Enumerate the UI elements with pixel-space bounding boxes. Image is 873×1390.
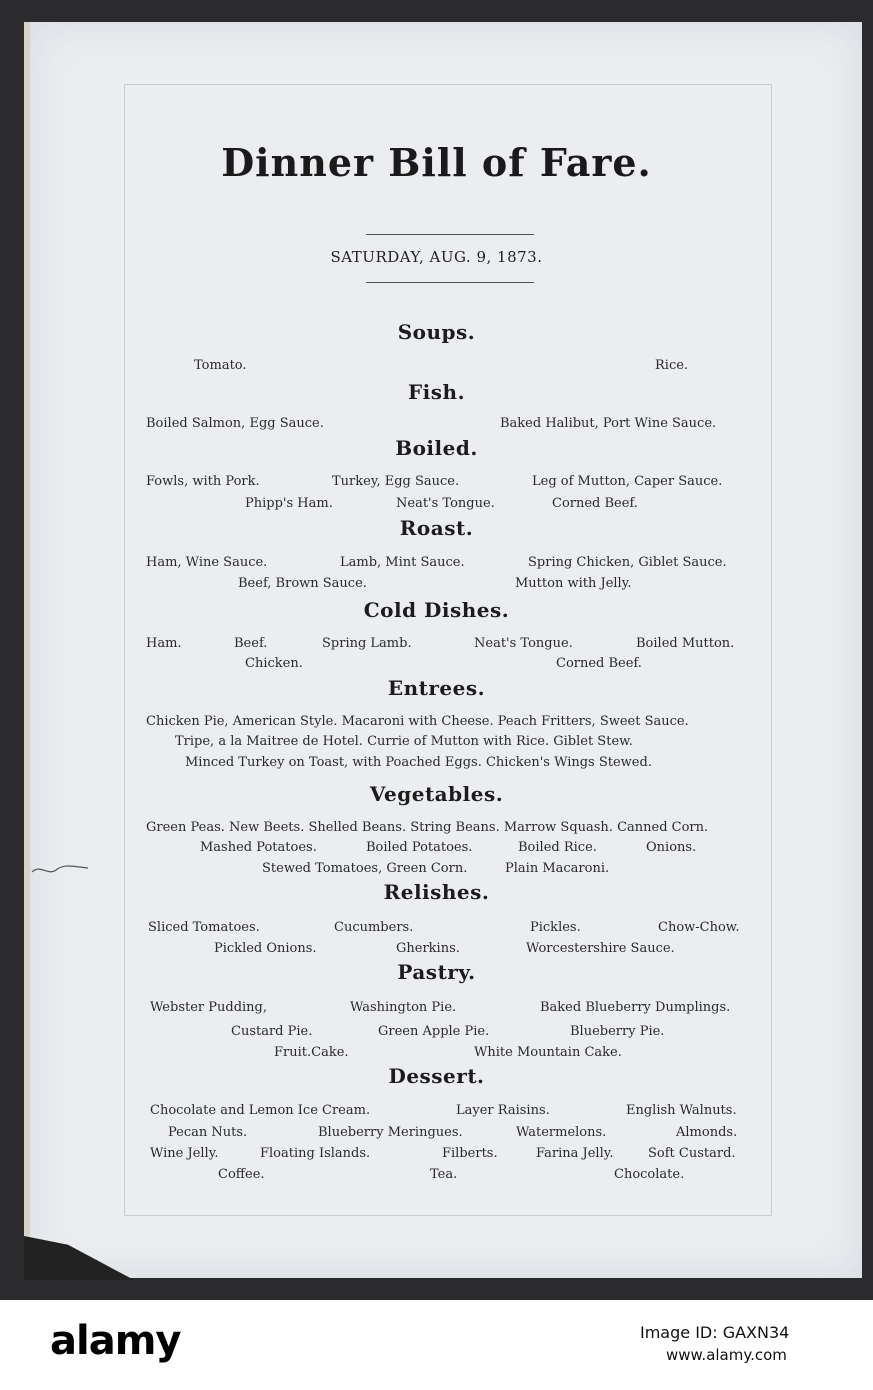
menu-item: Pecan Nuts. <box>168 1125 248 1140</box>
menu-item: Leg of Mutton, Caper Sauce. <box>532 474 723 489</box>
menu-item: Green Apple Pie. <box>378 1024 490 1039</box>
menu-item: Lamb, Mint Sauce. <box>340 555 465 570</box>
menu-item: Cucumbers. <box>334 920 414 935</box>
menu-row <box>0 555 873 573</box>
menu-item: Boiled Mutton. <box>636 636 735 651</box>
section-heading-cold-dishes: Cold Dishes. <box>363 598 510 622</box>
menu-row <box>0 1103 873 1121</box>
menu-row <box>0 734 873 752</box>
menu-item: Spring Lamb. <box>322 636 412 651</box>
menu-item: Chocolate and Lemon Ice Cream. <box>150 1103 371 1118</box>
section-heading-entrees: Entrees. <box>387 676 486 700</box>
menu-row <box>0 1045 873 1063</box>
section-heading-dessert: Dessert. <box>388 1064 485 1088</box>
menu-item: Boiled Salmon, Egg Sauce. <box>146 416 324 431</box>
menu-row <box>0 1000 873 1018</box>
menu-item: White Mountain Cake. <box>474 1045 622 1060</box>
menu-item: Turkey, Egg Sauce. <box>332 474 460 489</box>
menu-item: Webster Pudding, <box>150 1000 267 1015</box>
menu-item: Plain Macaroni. <box>505 861 610 876</box>
menu-item: Beef, Brown Sauce. <box>238 576 367 591</box>
menu-item: Blueberry Pie. <box>570 1024 665 1039</box>
menu-item: Blueberry Meringues. <box>318 1125 463 1140</box>
section-heading-roast: Roast. <box>399 516 474 540</box>
menu-item: Farina Jelly. <box>536 1146 614 1161</box>
menu-row <box>0 861 873 879</box>
menu-item: Corned Beef. <box>552 496 638 511</box>
menu-item: Custard Pie. <box>231 1024 313 1039</box>
menu-row <box>0 820 873 838</box>
menu-item: Neat's Tongue. <box>396 496 495 511</box>
section-heading-soups: Soups. <box>397 320 476 344</box>
menu-item: Corned Beef. <box>556 656 642 671</box>
menu-row <box>0 636 873 654</box>
menu-row <box>0 1024 873 1042</box>
menu-item: Watermelons. <box>516 1125 607 1140</box>
menu-item: Onions. <box>646 840 697 855</box>
menu-row <box>0 576 873 594</box>
menu-item: Coffee. <box>218 1167 265 1182</box>
menu-row <box>0 496 873 514</box>
menu-item: Fruit.Cake. <box>274 1045 349 1060</box>
menu-item: Ham. <box>146 636 182 651</box>
menu-row <box>0 1125 873 1143</box>
menu-item: Baked Blueberry Dumplings. <box>540 1000 731 1015</box>
menu-row <box>0 474 873 492</box>
menu-item: Floating Islands. <box>260 1146 371 1161</box>
menu-item: Green Peas. New Beets. Shelled Beans. String Beans. Marrow Squash. Canned Corn. <box>146 820 709 835</box>
menu-item: Tea. <box>430 1167 458 1182</box>
menu-row <box>0 714 873 732</box>
section-heading-fish: Fish. <box>407 380 466 404</box>
menu-item: Chicken Pie, American Style. Macaroni with Cheese. Peach Fritters, Sweet Sauce. <box>146 714 689 729</box>
menu-item: Chow-Chow. <box>658 920 740 935</box>
menu-item: Mutton with Jelly. <box>515 576 632 591</box>
menu-item: Washington Pie. <box>350 1000 457 1015</box>
menu-item: Worcestershire Sauce. <box>526 941 675 956</box>
menu-item: Wine Jelly. <box>150 1146 219 1161</box>
menu-row <box>0 656 873 674</box>
menu-row <box>0 1167 873 1185</box>
section-heading-boiled: Boiled. <box>395 436 478 460</box>
menu-item: Sliced Tomatoes. <box>148 920 260 935</box>
section-heading-pastry: Pastry. <box>397 960 476 984</box>
menu-date: SATURDAY, AUG. 9, 1873. <box>330 248 543 266</box>
menu-row <box>0 416 873 434</box>
site-url: www.alamy.com <box>666 1346 787 1364</box>
menu-row <box>0 920 873 938</box>
menu-item: Pickled Onions. <box>214 941 317 956</box>
menu-row <box>0 1146 873 1164</box>
menu-item: Rice. <box>655 358 689 373</box>
menu-item: Chicken. <box>245 656 303 671</box>
menu-item: Pickles. <box>530 920 581 935</box>
menu-item: Layer Raisins. <box>456 1103 550 1118</box>
section-heading-vegetables: Vegetables. <box>369 782 504 806</box>
menu-item: Filberts. <box>442 1146 498 1161</box>
menu-item: Mashed Potatoes. <box>200 840 317 855</box>
menu-row <box>0 840 873 858</box>
menu-item: Ham, Wine Sauce. <box>146 555 268 570</box>
menu-row <box>0 755 873 773</box>
menu-item: Gherkins. <box>396 941 460 956</box>
menu-item: Stewed Tomatoes, Green Corn. <box>262 861 468 876</box>
section-heading-relishes: Relishes. <box>383 880 490 904</box>
menu-item: English Walnuts. <box>626 1103 737 1118</box>
menu-item: Soft Custard. <box>648 1146 736 1161</box>
page-title: Dinner Bill of Fare. <box>221 140 652 185</box>
menu-item: Spring Chicken, Giblet Sauce. <box>528 555 727 570</box>
menu-item: Beef. <box>234 636 268 651</box>
menu-item: Neat's Tongue. <box>474 636 573 651</box>
menu-item: Almonds. <box>676 1125 738 1140</box>
menu-item: Boiled Potatoes. <box>366 840 473 855</box>
title-rule-top <box>366 234 534 235</box>
menu-item: Boiled Rice. <box>518 840 597 855</box>
menu-item: Chocolate. <box>614 1167 685 1182</box>
image-id-label: Image ID: GAXN34 <box>640 1323 790 1342</box>
menu-item: Tomato. <box>194 358 247 373</box>
menu-row <box>0 358 873 376</box>
menu-item: Minced Turkey on Toast, with Poached Eggs. Chicken's Wings Stewed. <box>185 755 652 770</box>
menu-item: Phipp's Ham. <box>245 496 333 511</box>
menu-item: Tripe, a la Maitree de Hotel. Currie of Mutton with Rice. Giblet Stew. <box>175 734 633 749</box>
menu-item: Baked Halibut, Port Wine Sauce. <box>500 416 717 431</box>
title-rule-bottom <box>366 282 534 283</box>
brand-logo: alamy <box>50 1318 181 1364</box>
menu-row <box>0 941 873 959</box>
menu-item: Fowls, with Pork. <box>146 474 260 489</box>
